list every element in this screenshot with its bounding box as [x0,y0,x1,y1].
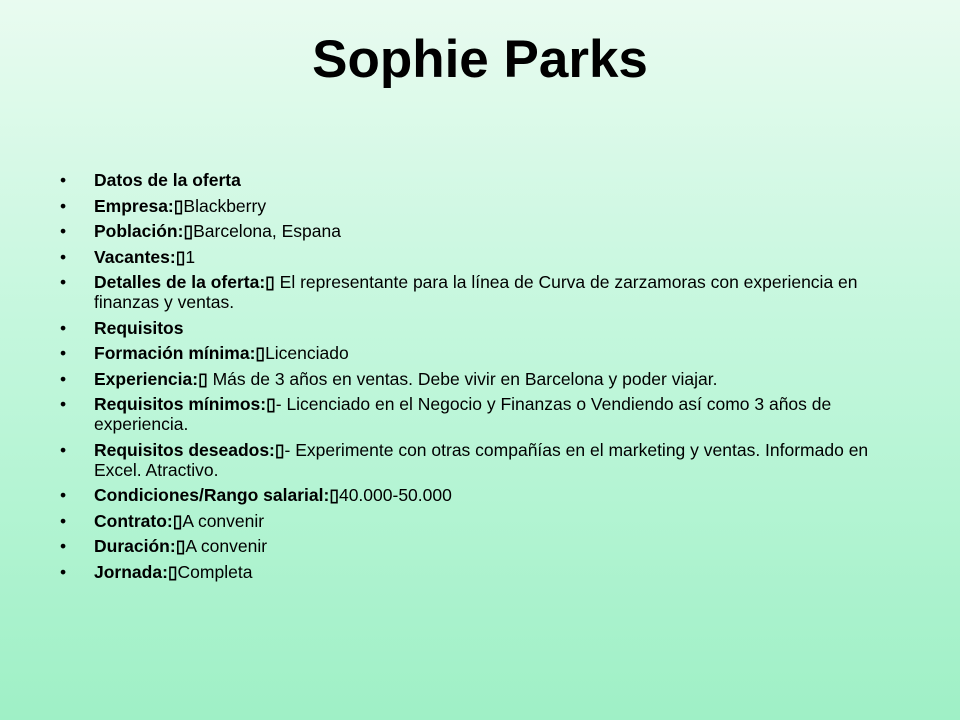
bullet-icon: • [60,317,67,338]
list-item [0,318,960,338]
item-label: Detalles de la oferta: [94,272,266,292]
list-item [0,221,960,241]
item-label: Población: [94,221,184,241]
item-value: Completa [177,561,253,582]
item-label: Jornada: [94,561,168,582]
item-separator: ▯ [255,343,266,363]
item-value: Más de 3 años en ventas. Debe vivir en Barcelona y poder viajar. [207,368,718,389]
bullet-icon: • [60,439,67,460]
list-item [0,272,960,312]
list-item [0,562,960,582]
item-separator: ▯ [183,221,194,241]
bullet-icon: • [60,195,67,216]
item-value: A convenir [182,510,265,531]
list-item [0,247,960,267]
item-label: Requisitos deseados: [94,439,275,460]
item-label: Contrato: [94,510,173,531]
bullet-icon: • [60,368,67,389]
bullet-icon: • [60,221,67,241]
bullet-icon: • [60,561,67,582]
item-value: - Experimente con otras compañías en el marketing y ventas. Informado en Excel. Atractivo. [94,439,869,480]
item-value: 40.000-50.000 [338,485,452,505]
bullet-icon: • [60,510,67,531]
item-separator: ▯ [274,439,285,460]
item-value: Blackberry [183,195,267,216]
item-separator: ▯ [265,272,275,292]
list-item [0,369,960,389]
item-value: - Licenciado en el Negocio y Finanzas o Vendiendo así como 3 años de experiencia. [94,394,832,434]
item-separator: ▯ [167,561,178,582]
item-label: Formación mínima: [94,343,256,363]
item-label: Vacantes: [94,246,176,267]
item-label: Empresa: [94,195,174,216]
item-separator: ▯ [175,536,186,556]
item-label: Condiciones/Rango salarial: [94,485,330,505]
item-separator: ▯ [173,195,184,216]
list-item [0,170,960,190]
list-item [0,394,960,434]
item-separator: ▯ [198,368,208,389]
bullet-icon: • [60,394,67,414]
item-label: Experiencia: [94,368,199,389]
item-value: 1 [185,246,196,267]
bullet-list [0,170,960,587]
item-label: Requisitos mínimos: [94,394,267,414]
bullet-icon: • [60,170,67,190]
slide-title: Sophie Parks [312,30,648,89]
item-separator: ▯ [175,246,186,267]
item-value: A convenir [185,536,268,556]
item-value: El representante para la línea de Curva de zarzamoras con experiencia en finanzas y ventas. [94,272,858,312]
list-item [0,536,960,556]
item-label: Duración: [94,536,176,556]
bullet-icon: • [60,536,67,556]
list-item [0,196,960,216]
item-value: Barcelona, Espana [193,221,341,241]
bullet-icon: • [60,272,67,292]
list-item [0,485,960,505]
list-item [0,511,960,531]
item-label: Datos de la oferta [94,170,241,190]
item-separator: ▯ [172,510,183,531]
item-label: Requisitos [94,317,184,338]
item-value: Licenciado [265,343,349,363]
bullet-icon: • [60,246,67,267]
bullet-icon: • [60,485,67,505]
item-separator: ▯ [329,485,339,505]
list-item [0,440,960,480]
bullet-icon: • [60,343,67,363]
list-item [0,343,960,363]
item-separator: ▯ [266,394,276,414]
